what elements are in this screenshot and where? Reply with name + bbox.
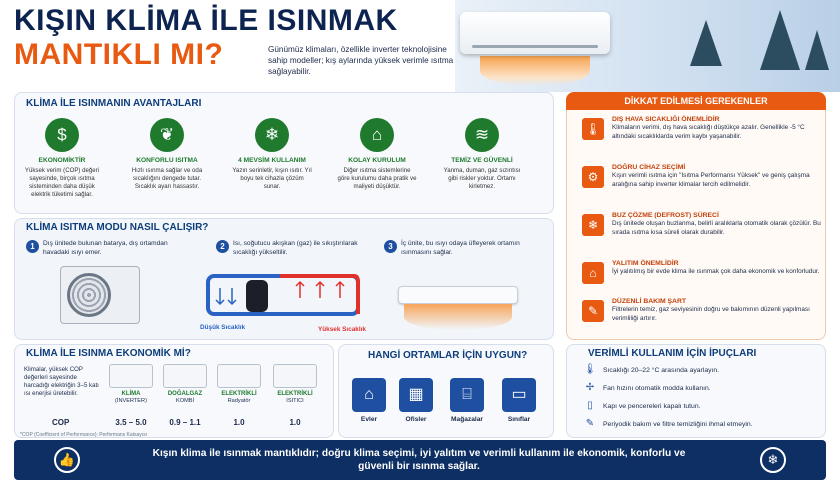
warm-air-icon <box>404 304 512 330</box>
economy-desc: Klimalar, yüksek COP değerleri sayesinde harcadığı elektriğin 3–5 katı ısı enerjisi üretebilir. <box>24 366 99 397</box>
cold-line <box>208 276 358 314</box>
outdoor-ac-unit-icon <box>60 266 140 324</box>
tip-text: Kapı ve pencereleri kapalı tutun. <box>603 403 701 410</box>
advantage-card <box>232 118 312 191</box>
cop-label: COP <box>52 418 70 427</box>
snowflake-icon: ❄ <box>582 214 604 236</box>
heater-device-icon <box>217 364 261 388</box>
warning-title: DÜZENLİ BAKIM ŞART <box>612 298 687 305</box>
advantage-card <box>127 118 207 191</box>
advantage-title: KONFORLU ISITMA <box>136 157 198 164</box>
indoor-ac-unit-icon <box>460 12 610 54</box>
environment-item <box>350 378 388 423</box>
economy-card <box>160 364 210 405</box>
economy-title: DOĞALGAZ <box>167 391 203 397</box>
economy-card <box>106 364 156 405</box>
house-icon: ⌂ <box>360 118 394 152</box>
warning-desc: İyi yalıtılmış bir evde klima ile ısınmak çok daha ekonomik ve konforludur. <box>612 268 820 275</box>
maintenance-icon: ✎ <box>582 300 604 322</box>
warning-desc: Klimaların verimi, dış hava sıcaklığı düştükçe azalır. Genellikle -5 °C altındaki sıcaklıklarda verim kaybı yaşanabilir. <box>612 124 805 140</box>
warning-desc: Filtrelerin temiz, gaz seviyesinin doğru ve bakımının düzenli yapılması verimliliği artırır. <box>612 306 810 322</box>
thermostat-icon: ⚙ <box>582 166 604 188</box>
tree-3 <box>805 30 829 70</box>
tree-1 <box>690 20 722 66</box>
step-1-number: 1 <box>26 240 39 253</box>
advantage-title: KOLAY KURULUM <box>348 157 406 164</box>
advantage-title: TEMİZ VE GÜVENLİ <box>451 157 513 164</box>
page-title-line1: KIŞIN KLİMA İLE ISINMAK <box>14 4 398 37</box>
tip-item <box>583 400 700 411</box>
high-temp-label: Yüksek Sıcaklık <box>318 326 366 333</box>
advantages-heading: KLİMA İLE ISINMANIN AVANTAJLARI <box>26 98 202 109</box>
how-it-works-heading: KLİMA ISITMA MODU NASIL ÇALIŞIR? <box>26 222 209 233</box>
fan-icon: ✢ <box>585 382 595 393</box>
economy-subtitle: KOMBİ <box>175 398 195 404</box>
heater-device-icon <box>163 364 207 388</box>
advantage-card <box>442 118 522 191</box>
tree-2 <box>760 10 800 70</box>
environment-item <box>448 378 486 423</box>
environment-label: Evler <box>360 416 378 423</box>
office-building-icon: ▦ <box>399 378 433 412</box>
refrigerant-circuit-diagram <box>200 266 380 328</box>
warning-title: DIŞ HAVA SICAKLIĞI ÖNEMLİDİR <box>612 116 720 123</box>
economy-title: ELEKTRİKLİ <box>277 391 313 397</box>
environment-label: Mağazalar <box>451 416 483 423</box>
step-3 <box>384 240 544 257</box>
leaf-icon: ❦ <box>150 118 184 152</box>
tip-item <box>583 364 719 375</box>
step-1 <box>26 240 176 257</box>
maintenance-icon: ✎ <box>585 418 595 429</box>
tip-text: Sıcaklığı 20–22 °C arasında ayarlayın. <box>603 367 720 374</box>
economy-title: ELEKTRİKLİ <box>221 391 257 397</box>
economy-subtitle: (İNVERTER) <box>115 398 147 404</box>
advantage-desc: Yüksek verim (COP) değeri sayesinde, birçok ısıtma sisteminden daha düşük elektrik tüketimi sağlar. <box>24 167 100 198</box>
door-icon: ▯ <box>587 400 593 411</box>
insulated-house-icon: ⌂ <box>582 262 604 284</box>
cop-value: 0.9 – 1.1 <box>169 418 201 427</box>
advantage-desc: Hızlı ısınma sağlar ve oda sıcaklığını dengede tutar. Sıcaklık ayarı hassastır. <box>131 167 203 190</box>
cold-arrows <box>216 288 236 304</box>
warning-item <box>582 116 822 141</box>
tip-item <box>583 382 711 393</box>
warning-item <box>582 164 822 189</box>
step-2-number: 2 <box>216 240 229 253</box>
economy-title: KLİMA <box>121 391 141 397</box>
store-icon: ⌸ <box>450 378 484 412</box>
page-title-line2: MANTIKLI MI? <box>14 38 224 71</box>
advantage-title: EKONOMİKTİR <box>38 157 86 164</box>
snowflake-sun-icon: ❄ <box>255 118 289 152</box>
tip-text: Periyodik bakım ve filtre temizliğini ihmal etmeyin. <box>603 421 753 428</box>
compressor-icon <box>246 280 268 312</box>
heat-waves-icon: ≋ <box>465 118 499 152</box>
cop-value: 3.5 – 5.0 <box>115 418 147 427</box>
heater-device-icon <box>109 364 153 388</box>
heater-device-icon <box>273 364 317 388</box>
snowflake-icon: ❄ <box>760 447 786 473</box>
warning-item <box>582 298 822 323</box>
tip-text: Fan hızını otomatik modda kullanın. <box>603 385 711 392</box>
thermometer-icon: 🌡 <box>582 118 604 140</box>
thermometer-icon: 🌡 <box>583 364 597 375</box>
economy-card <box>214 364 264 405</box>
warning-desc: Kışın verimli ısıtma için "Isıtma Performansı Yüksek" ve geniş çalışma aralığına sahip inverter klimalar tercih edilmelidir. <box>612 172 810 188</box>
warm-air-flow <box>480 56 590 86</box>
home-icon: ⌂ <box>352 378 386 412</box>
environment-item <box>397 378 435 423</box>
advantage-desc: Yazın serinletir, kışın ısıtır. Yıl boyu tek cihazla çözüm sunar. <box>232 167 312 190</box>
warning-desc: Dış ünitede oluşan buzlanma, belirli aralıklarla otomatik olarak çözülür. Bu sırada ısıtma kısa süreli olarak durabilir. <box>612 220 821 236</box>
advantage-card <box>22 118 102 199</box>
environment-label: Sınıflar <box>507 416 531 423</box>
dollar-coin-icon: $ <box>45 118 79 152</box>
warning-item <box>582 260 822 280</box>
cop-value: 1.0 <box>233 418 245 427</box>
warning-title: DOĞRU CİHAZ SEÇİMİ <box>612 164 686 171</box>
thumbs-up-icon: 👍 <box>54 447 80 473</box>
tip-item <box>583 418 753 429</box>
economy-card <box>270 364 320 405</box>
economy-heading: KLİMA İLE ISINMA EKONOMİK Mİ? <box>26 348 191 359</box>
advantage-desc: Yanma, duman, gaz sızıntısı gibi riskler yoktur. Ortamı kirletmez. <box>443 167 521 190</box>
hot-line <box>280 276 358 314</box>
advantage-desc: Diğer ısıtma sistemlerine göre kurulumu daha pratik ve maliyeti düşüktür. <box>337 167 417 190</box>
economy-subtitle: ISITICI <box>286 398 304 404</box>
economy-subtitle: Radyatör <box>227 398 251 404</box>
cop-value: 1.0 <box>289 418 301 427</box>
step-3-text: İç ünite, bu ısıyı odaya üfleyerek ortamın ısınmasını sağlar. <box>401 240 520 256</box>
tips-heading: VERİMLİ KULLANIM İÇİN İPUÇLARI <box>588 348 757 359</box>
environment-item <box>500 378 538 423</box>
classroom-icon: ▭ <box>502 378 536 412</box>
footer-banner <box>14 440 826 480</box>
warnings-heading: DİKKAT EDİLMESİ GEREKENLER <box>624 96 768 106</box>
low-temp-label: Düşük Sıcaklık <box>200 324 246 331</box>
cop-footnote: *COP (Coefficient of Performance): Performans Katsayısı <box>20 432 148 438</box>
advantage-title: 4 MEVSİM KULLANIM <box>238 157 306 164</box>
warning-title: YALITIM ÖNEMLİDİR <box>612 260 679 267</box>
step-2 <box>216 240 366 257</box>
footer-text: Kışın klima ile ısınmak mantıklıdır; doğru klima seçimi, iyi yalıtım ve verimli kullanım ile ekonomik, konforlu ve güvenli bir ısınma sağlar. <box>152 448 686 472</box>
step-3-number: 3 <box>384 240 397 253</box>
environment-label: Ofisler <box>405 416 427 423</box>
intro-text: Günümüz klimaları, özellikle inverter teknolojisine sahip modeller; kış aylarında yüksek verimle ısıtma sağlayabilir. <box>268 45 454 76</box>
indoor-unit-icon <box>398 286 518 304</box>
step-1-text: Dış ünitede bulunan batarya, dış ortamdan havadaki ısıyı emer. <box>43 240 168 256</box>
heat-arrows <box>296 282 344 298</box>
advantage-card <box>337 118 417 191</box>
step-2-text: Isı, soğutucu akışkan (gaz) ile sıkıştırılarak sıcaklığı yükseltilir. <box>233 240 358 256</box>
warning-title: BUZ ÇÖZME (DEFROST) SÜRECİ <box>612 212 719 219</box>
environments-heading: HANGİ ORTAMLAR İÇİN UYGUN? <box>368 350 528 361</box>
warning-item <box>582 212 822 237</box>
